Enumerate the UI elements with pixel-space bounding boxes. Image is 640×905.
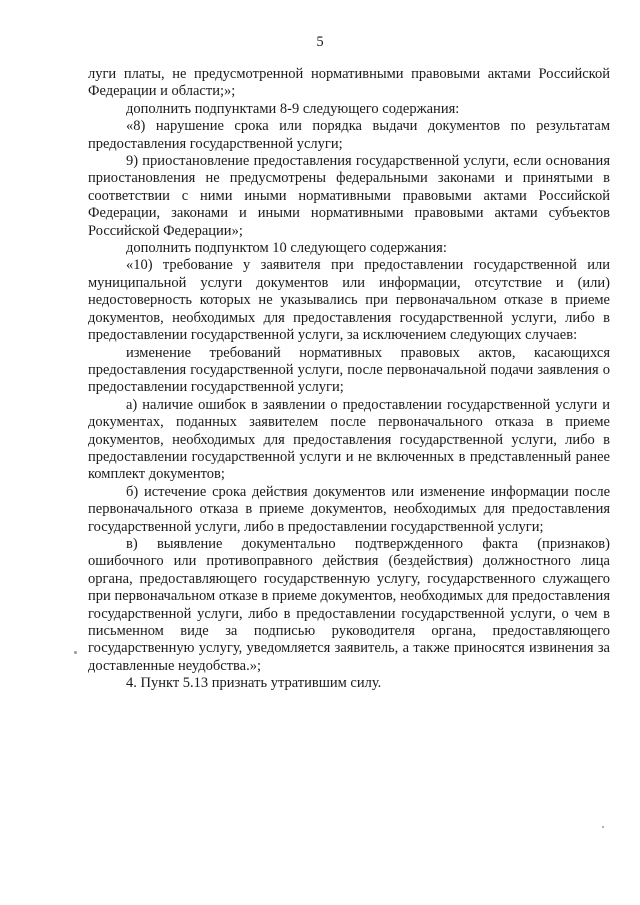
scan-dot-mark [74, 651, 77, 654]
paragraph-amend-8-9: дополнить подпунктами 8-9 следующего содержания: [126, 100, 460, 117]
paragraph-continuation: луги платы, не предусмотренной нормативными правовыми актами Российской Федерации и области;»; [88, 66, 610, 100]
paragraph-case-a: а) наличие ошибок в заявлении о предоставлении государственной услуги и документах, поданных заявителем после первоначального отказа в приеме документов, необходимых для предоставления государственной услуги, либо в предоставлении государственной услуги и не включенных в представленный ранее комплект документов; [88, 396, 610, 483]
paragraph-item-4: 4. Пункт 5.13 признать утратившим силу. [126, 675, 382, 692]
paragraph-case-b: б) истечение срока действия документов или изменение информации после первоначального отказа в приеме документов, необходимых для предоставления государственной услуги, либо в предоставлении государственной услуги; [88, 483, 610, 535]
paragraph-case-v: в) выявление документально подтвержденного факта (признаков) ошибочного или противоправного действия (бездействия) должностного лица органа, предоставляющего государственную услугу, государственного служащего при первоначальном отказе в приеме документов, необходимых для предоставления государственной услуги, либо в предоставлении государственной услуги, о чем в письменном виде за подписью руководителя органа, предоставляющего государственную услугу, уведомляется заявитель, а также приносятся извинения за доставленные неудобства.»; [88, 535, 610, 674]
scan-dot-mark [602, 826, 604, 828]
paragraph-requirements-change: изменение требований нормативных правовых актов, касающихся предоставления государственной услуги, после первоначальной подачи заявления о предоставлении государственной услуги; [88, 344, 610, 396]
paragraph-subitem-8: «8) нарушение срока или порядка выдачи документов по результатам предоставления государственной услуги; [88, 118, 610, 152]
paragraph-subitem-10: «10) требование у заявителя при предоставлении государственной или муниципальной услуги документов или информации, отсутствие и (или) недостоверность которых не указывались при первоначальном отказе в приеме документов, необходимых для предоставления государственной услуги, либо в предоставлении государственной услуги, за исключением следующих случаев: [88, 257, 610, 344]
page-number: 5 [316, 34, 324, 50]
paragraph-subitem-9: 9) приостановление предоставления государственной услуги, если основания приостановления не предусмотрены федеральными законами и принятыми в соответствии с ними иными нормативными правовыми актами Российской Федерации, законами и иными нормативными правовыми актами субъектов Российской Федерации»; [88, 153, 610, 239]
document-body [88, 66, 610, 693]
paragraph-amend-10: дополнить подпунктом 10 следующего содержания: [126, 240, 447, 257]
